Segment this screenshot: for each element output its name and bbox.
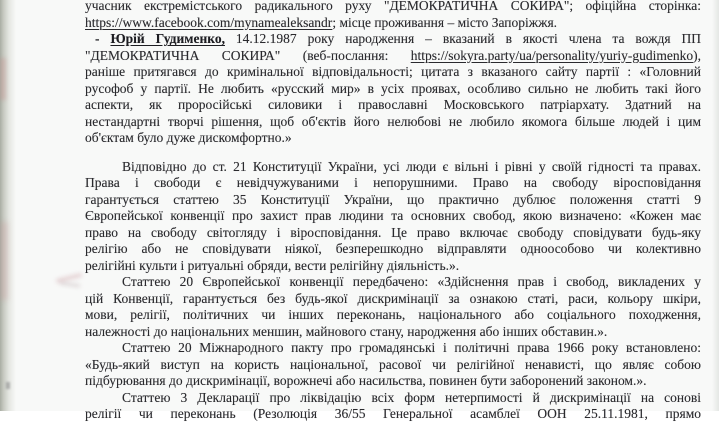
text-line: [85, 306, 701, 323]
text-line: [85, 0, 701, 14]
text-run: нестандартні творчі рішення, щоб об'єктів його нелюбові не любило якомога більше людей і цим: [85, 113, 701, 129]
person-name: Юрій Гудименко,: [110, 31, 225, 46]
text-line: [85, 207, 701, 224]
text-run: русофоб у партії. Не любить «русский мир» в усіх проявах, особливо сильно не любить такі його: [85, 80, 701, 96]
text-run: раніше притягався до кримінальної відповідальності; цитата з вказаного сайту партії : «Головний: [85, 64, 701, 79]
url-text: https://www.facebook.com/mynamealeksandr: [85, 14, 333, 30]
text-run: "ДЕМОКРАТИЧНА СОКИРА" (веб-послання:: [85, 47, 411, 63]
text-run: -: [95, 31, 111, 46]
scan-speck: [6, 382, 10, 389]
text-line: [85, 405, 701, 422]
text-line: [122, 273, 701, 290]
text-line: [85, 14, 701, 31]
text-line: [85, 47, 701, 64]
text-run: учасник екстремістського радикального руху "ДЕМОКРАТИЧНА СОКИРА"; офіційна сторінка:: [85, 0, 701, 13]
text-line: [122, 389, 701, 406]
text-line: [85, 174, 701, 191]
text-run: Права і свободи є невідчужуваними і непорушними. Право на свободу віросповідання: [85, 175, 701, 190]
text-run: «Будь-який виступ на користь національної, расової чи релігійної ненависті, що являє собою: [85, 356, 701, 372]
text-run: належності до національних меншин, майнового стану, народження або інших обставин.».: [85, 323, 608, 339]
text-line: [85, 191, 701, 208]
text-line: [85, 80, 701, 97]
text-line: [85, 96, 701, 113]
text-line: [85, 257, 701, 274]
text-run: об'єктам було дуже дискомфортно.»: [85, 130, 292, 145]
text-line: [85, 372, 701, 389]
text-line: [85, 113, 701, 130]
text-line: [85, 240, 701, 257]
text-run: Відповідно до ст. 21 Конституції України, усі люди є вільні і рівні у своїй гідності та правах.: [122, 158, 701, 174]
text-line: [85, 290, 701, 307]
text-run: Статтею 20 Європейської конвенції передбачено: «Здійснення прав і свобод, викладених у: [122, 274, 701, 289]
text-run: ),: [693, 47, 701, 63]
text-line: [85, 323, 701, 340]
text-run: 14.12.1987 року народження – вказаний в якості члена та вождя ПП: [224, 31, 701, 46]
text-run: підбурювання до дискримінації, ворожнечі або насильства, повинен бути заборонений законом.».: [85, 373, 647, 388]
text-run: ; місце проживання – місто Запоріжжя.: [332, 14, 558, 30]
text-line: [95, 30, 701, 47]
text-line: [122, 158, 701, 175]
text-run: Статтею 20 Міжнародного пакту про громадянські і політичні права 1966 року встановлено:: [122, 340, 701, 355]
text-line: [122, 339, 701, 356]
url-text: https://sokyra.party/ua/personality/yuriy-gudimenko: [410, 47, 694, 63]
text-run: аспекти, як проросійські силовики і православні Московського патріархату. Здатний на: [85, 97, 701, 112]
text-line: [85, 224, 701, 241]
text-run: релігії чи переконань (Резолюція 36/55 Генеральної асамблеї ООН 25.11.1981, прямо: [85, 406, 701, 421]
text-run: мови, релігії, політичних чи інших переконань, національного або соціального походження,: [85, 307, 701, 322]
text-run: Європейської конвенції про захист прав людини та основних свобод, якою визначено: «Кожен має: [85, 208, 701, 223]
text-run: цій Конвенції, гарантується без будь-якої дискримінації за ознакою статі, раси, кольору шкіри,: [85, 290, 701, 306]
text-line: [85, 63, 701, 80]
text-run: гарантується статтею 35 Конституції України, що практично дублює положення статті 9: [85, 191, 701, 207]
text-run: Статтею 3 Декларації про ліквідацію всіх форм нетерпимості й дискримінації на сонові: [122, 389, 701, 405]
text-run: релігійні культи і ритуальні обряди, вести релігійну діяльність.».: [85, 257, 460, 273]
text-run: релігію або не сповідувати ніякої, безперешкодно відправляти одноособово чи колективно: [85, 241, 701, 256]
text-line: [85, 356, 701, 373]
text-run: право на свободу світогляду і віросповідання. Це право включає свободу сповідувати будь-яку: [85, 224, 701, 240]
text-line: [85, 129, 701, 146]
